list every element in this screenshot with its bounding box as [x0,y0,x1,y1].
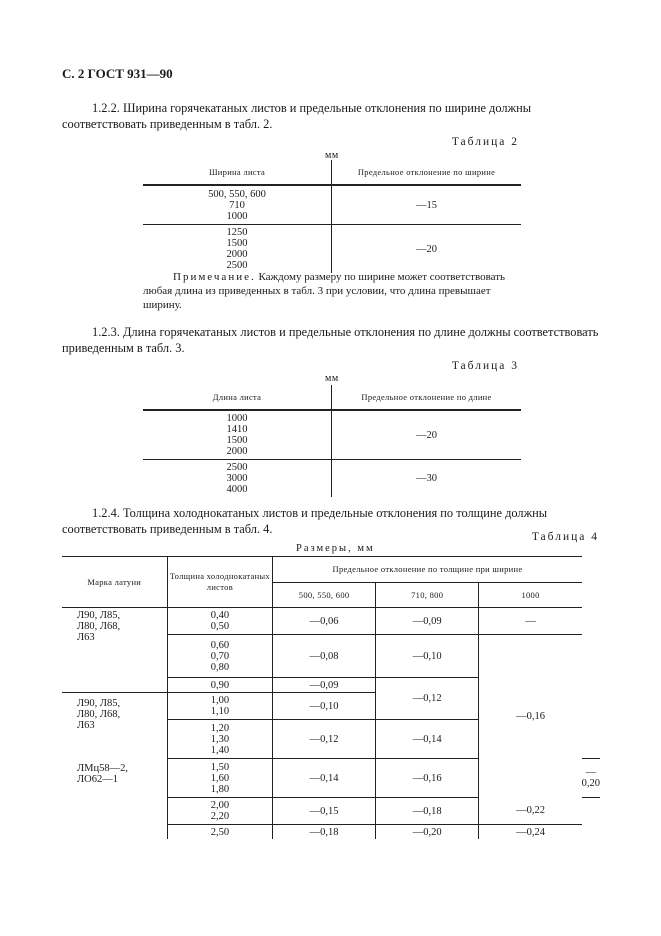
thickness-060: 0,60 0,70 0,80 [167,635,273,678]
table3-col-deviation: Предельное отклонение по длине [332,385,522,410]
table3-label: Таблица 3 [451,360,519,372]
table2-col-deviation: Предельное отклонение по ширине [332,160,522,185]
note-word: Примечание. [173,271,256,283]
value: 1000 [226,413,248,424]
table-4 [62,556,600,839]
table2-label: Таблица 2 [451,136,519,148]
value: 1410 [226,424,248,435]
dev-120-w2: —0,14 [375,720,479,759]
value: 500, 550, 600 [208,188,266,200]
table-header-row [143,385,521,410]
thickness-200: 2,00 2,20 [167,798,273,825]
table4-width-710: 710, 800 [375,583,479,608]
note-text: Каждому размеру по ширине может соответствовать любая длина из приведенных в табл. 3 при условии, что длина превышает ширину. [143,271,506,311]
value: 1500 [226,435,248,446]
table4-width-1000: 1000 [479,583,582,608]
value: 710 [229,199,245,211]
table2-row2-values [143,225,332,274]
table4-col-thickness: Толщина холоднокатаных листов [167,557,273,608]
dev-150-w1: —0,14 [273,759,376,798]
dev-200-w1: —0,15 [273,798,376,825]
table3-col-length: Длина листа [143,385,332,410]
table2-col-width: Ширина листа [143,160,332,185]
value: 1250 [226,227,248,238]
page-header: С. 2 ГОСТ 931—90 [62,66,173,81]
dev-200-w3: —0,22 [479,798,582,825]
value: 2500 [226,260,248,271]
value: 2000 [226,249,248,260]
brand-group-1: Л90, Л85, Л80, Л68, Л63 [62,608,167,693]
table-row [143,225,521,274]
table-row [143,185,521,225]
table4-col-dev-group: Предельное отклонение по толщине при ширине [273,557,582,583]
table4-width-500: 500, 550, 600 [273,583,376,608]
dev-250-w3: —0,24 [516,826,545,838]
table2-row2-dev: —20 [332,225,522,274]
table-row [143,410,521,460]
table2-row1-values [143,185,332,225]
table4-units: Размеры, мм [296,543,375,554]
dev-090-110-w2: —0,12 [375,678,479,720]
table3-row2-values [143,460,332,498]
table4-label: Таблица 4 [531,531,599,543]
value: 3000 [226,473,248,484]
table3-units: мм [325,373,339,384]
dev-040-w2: —0,09 [375,608,479,635]
table2-note [143,270,521,312]
table3-row2-dev: —30 [332,460,522,498]
value: 1500 [226,238,248,249]
paragraph-1-2-2: 1.2.2. Ширина горячекатаных листов и предельные отклонения по ширине должны соответствовать приведенным в табл. 2. [62,101,532,131]
dev-120-w1: —0,12 [273,720,376,759]
thickness-090: 0,90 [167,678,273,693]
dev-150-w2: —0,16 [375,759,479,798]
dev-090-180-w3: —0,16 [516,710,545,722]
thickness-120: 1,20 1,30 1,40 [167,720,273,759]
table4-col-brand: Марка латуни [62,557,167,608]
table-row [62,608,600,635]
table-header-row [62,557,600,583]
table3-row1-dev: —20 [416,429,437,441]
thickness-250: 2,50 [167,825,273,840]
dev-040-w1: —0,06 [273,608,376,635]
table-header-row [143,160,521,185]
paragraph-1-2-4: 1.2.4. Толщина холоднокатаных листов и предельные отклонения по толщине должны соответствовать приведенным в табл. 4. [62,506,548,536]
thickness-040: 0,40 0,50 [167,608,273,635]
table3-row1-values [143,410,332,460]
dev-200-w2: —0,18 [375,798,479,825]
table-2 [143,160,521,273]
thickness-150: 1,50 1,60 1,80 [167,759,273,798]
table-row [143,460,521,498]
dev-060-w1: —0,08 [273,635,376,678]
paragraph-1-2-3: 1.2.3. Длина горячекатаных листов и предельные отклонения по длине должны соответствовать приведенным в табл. 3. [62,325,599,355]
value: 2000 [226,446,248,457]
dev-250-w2: —0,20 [375,825,479,840]
dev-250-w1: —0,18 [273,825,376,840]
table2-row1-dev: —15 [416,199,437,211]
dev-060-w2: —0,10 [375,635,479,678]
dev-090-w1: —0,09 [273,678,376,693]
value: 4000 [226,484,248,495]
brand-group-3: ЛМц58—2, ЛО62—1 [62,759,167,840]
thickness-100: 1,00 1,10 [167,693,273,720]
table2-units: мм [325,150,339,161]
value: 1000 [226,210,248,222]
value: 2500 [226,462,248,473]
dev-100-w1: —0,10 [273,693,376,720]
dev-040-w3: — [479,608,582,635]
brand-group-2: Л90, Л85, Л80, Л68, Л63 [62,693,167,759]
dev-150-w3: —0,20 [582,759,600,798]
table-3 [143,385,521,497]
